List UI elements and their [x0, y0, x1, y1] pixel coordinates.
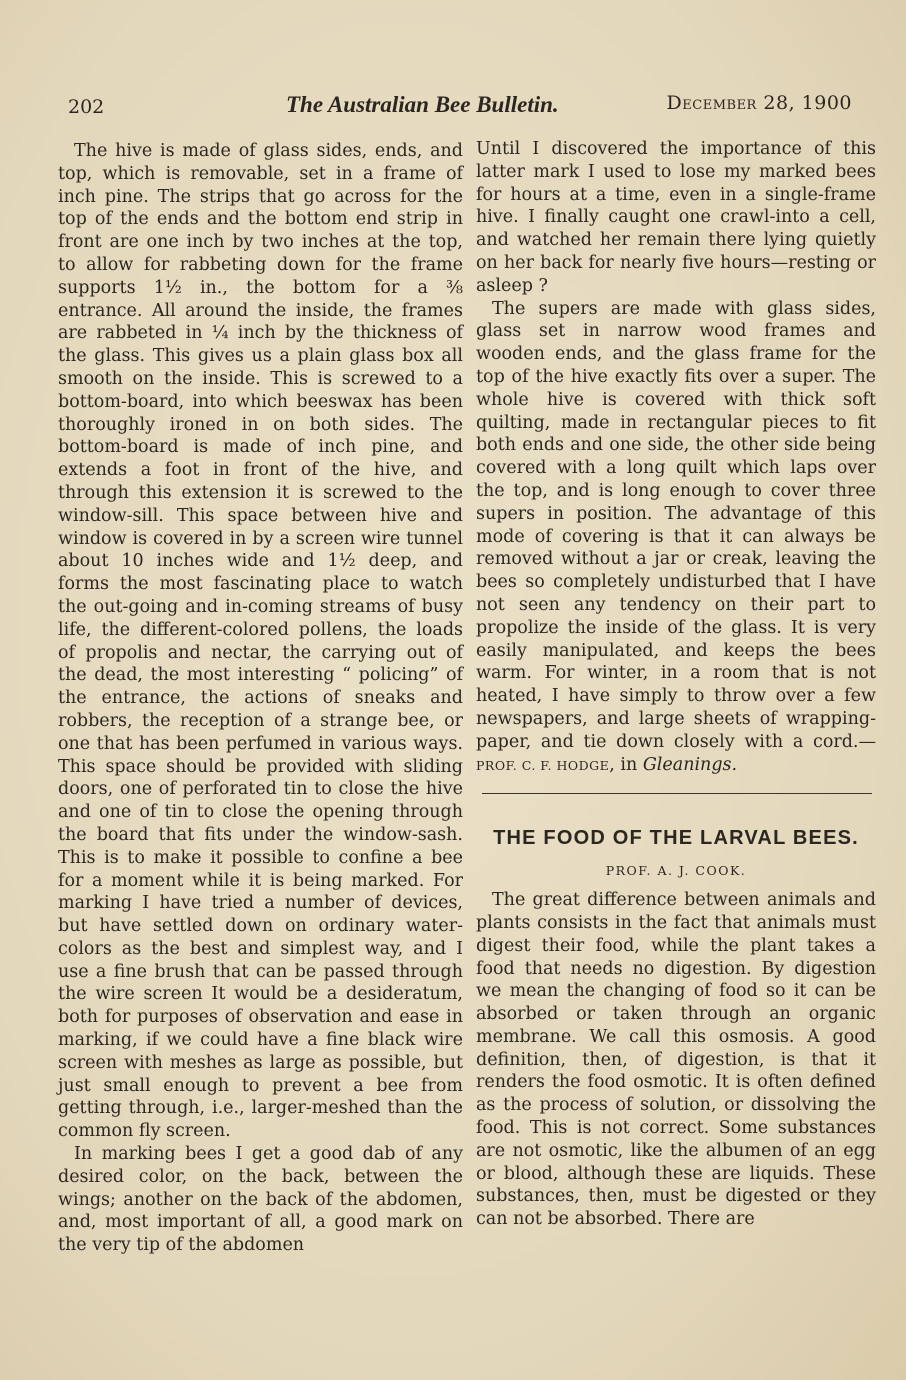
right-paragraph-2 [476, 298, 876, 778]
attribution-author: PROF. C. F. HODGE [476, 757, 610, 773]
left-paragraph-2: In marking bees I get a good dab of any desired color, on the back, between the wings; another on the back of the abdomen, and, most important of all, a good mark on the very tip of the abdomen [58, 1144, 463, 1256]
right-paragraph-2-text: The supers are made with glass sides, glass set in narrow wood frames and wooden ends, and the glass frame for the top of the hive exactly fits over a super. The whole hive is covered with thick soft quilting, made in rectangular pieces to fit both ends and one side, the other side being covered with a long quilt which laps over the top, and is long enough to cover three supers in position. The advantage of this mode of covering is that it can always be removed without a jar or creak, leaving the bees so completely undisturbed that I have not seen any tendency on their part to propolize the inside of the glass. It is very easily manipulated, and keeps the bees warm. For winter, in a room that is not heated, I have simply to throw over a few newspapers, and large sheets of wrapping-paper, and tie down closely with a cord.— [476, 298, 876, 752]
page-header [68, 90, 852, 124]
attribution-in: , in [609, 754, 643, 775]
left-paragraph-1: The hive is made of glass sides, ends, and top, which is removable, set in a frame of inch pine. The strips that go across for the top of the ends and the bottom end strip in front are one inch by two inches at the top, to allow for rabbeting down for the frame supports 1½ in., the bottom for a ⅜ entrance. All around the inside, the frames are rabbeted in ¼ inch by the thickness of the glass. This gives us a plain glass box all smooth on the inside. This is screwed to a bottom-board, into which beeswax has been thoroughly ironed in on both sides. The bottom-board is made of inch pine, and extends a foot in front of the hive, and through this extension it is screwed to the window-sill. This space between hive and window is covered in by a screen wire tunnel about 10 inches wide and 1½ deep, and forms the most fascinating place to watch the out-going and in-coming streams of busy life, the different-colored pollens, the loads of propolis and nectar, the carrying out of the dead, the most interesting “ policing” of the entrance, the actions of sneaks and robbers, the reception of a strange bee, or one that has been perfumed in various ways. This space should be provided with sliding doors, one of perforated tin to close the hive and one of tin to close the opening through the board that fits under the window-sash. This is to make it possible to confine a bee for a moment while it is being marked. For marking I have tried a number of devices, but have settled down on ordinary water-colors as the best and simplest way, and I use a fine brush that can be passed through the wire screen It would be a desideratum, both for purposes of observation and ease in marking, if we could have a fine black wire screen with meshes as large as possible, but just small enough to prevent a bee from getting through, i.e., larger-meshed than the common fly screen. [58, 141, 463, 1142]
issue-date: December 28, 1900 [666, 92, 852, 114]
right-paragraph-1: Until I discovered the importance of this latter mark I used to lose my marked bees for hours at a time, even in a single-frame hive. I finally caught one crawl-into a cell, and watched her remain there lying quietly on her back for nearly five hours—resting or asleep ? [476, 139, 876, 296]
right-column [476, 138, 876, 1231]
section-divider [482, 793, 872, 794]
left-column [58, 140, 463, 1257]
attribution-source: Gleanings. [642, 754, 738, 775]
journal-title: The Australian Bee Bulletin. [286, 92, 559, 117]
article-byline: PROF. A. J. COOK. [605, 863, 747, 879]
article-title: THE FOOD OF THE LARVAL BEES. [493, 827, 859, 850]
page-number: 202 [68, 96, 105, 118]
right-paragraph-3: The great difference between animals and plants consists in the fact that animals must digest their food, while the plant takes a food that needs no digestion. By digestion we mean the changing of food so it can be absorbed or taken through an organic membrane. We call this osmosis. A good definition, then, of digestion, is that it renders the food osmotic. It is often defined as the process of solution, or dissolving the food. This is not correct. Some substances are not osmotic, like the albumen of an egg or blood, although these are liquids. These substances, then, must be digested or they can not be absorbed. There are [476, 890, 876, 1230]
